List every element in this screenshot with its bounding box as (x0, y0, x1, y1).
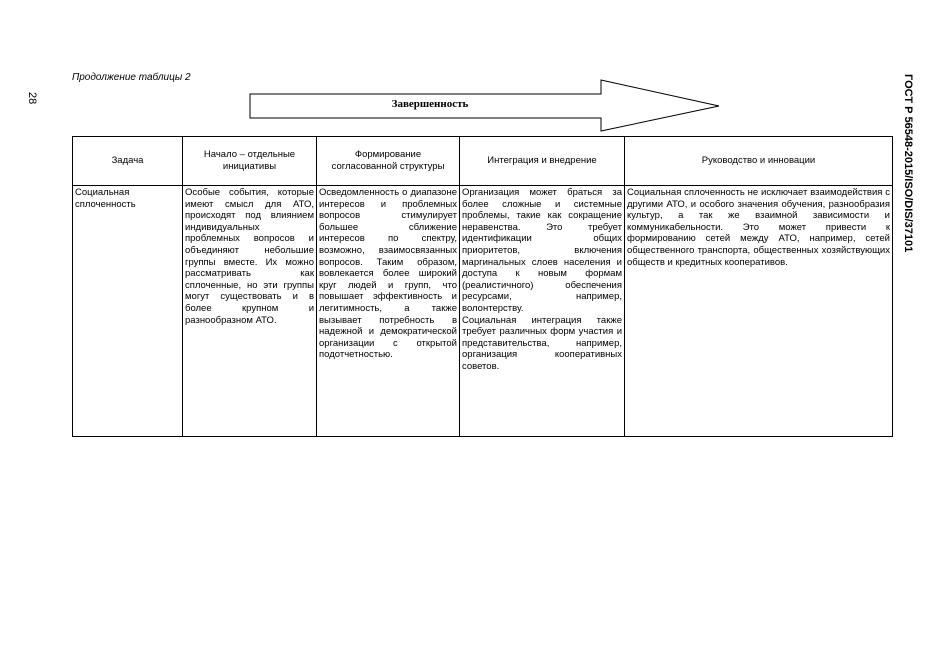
integration-paragraph-1: Организация может браться за более сложные и системные проблемы, такие как сокращение неравенства. Это требует идентификации общих приоритетов, включения маргинальных слоев населения и доступа к новым формам (реалистичного) обеспечения ресурсами, например, волонтерству. (462, 187, 622, 314)
cell-integration (460, 186, 625, 437)
table-row (73, 186, 893, 437)
page-number: 28 (26, 92, 38, 105)
table-header-row (73, 137, 893, 186)
header-integration: Интеграция и внедрение (460, 137, 625, 186)
cell-task: Социальная сплоченность (73, 186, 183, 437)
arrow-label: Завершенность (391, 98, 469, 110)
header-start: Начало – отдельные инициативы (183, 137, 317, 186)
header-leadership: Руководство и инновации (625, 137, 893, 186)
cell-start: Особые события, которые имеют смысл для АТО, происходят под влиянием индивидуальных проблемных вопросов и объединяют небольшие группы вместе. Их можно рассматривать как сплоченные, но эти группы могут существовать и в более крупном и разнообразном АТО. (183, 186, 317, 437)
cell-leadership: Социальная сплоченность не исключает взаимодействия с другими АТО, и особого значения обучения, разнообразия культур, а так же взаимной зависимости и коммуникабельности. Это может привести к формированию сетей между АТО, например, сетей общественного транспорта, общественных хозяйствующих обществ и кредитных кооперативов. (625, 186, 893, 437)
header-task: Задача (73, 137, 183, 186)
maturity-table (72, 136, 893, 437)
header-structure: Формирование согласованной структуры (317, 137, 460, 186)
table-caption: Продолжение таблицы 2 (72, 72, 191, 83)
cell-structure: Осведомленность о диапазоне интересов и проблемных вопросов стимулирует большее сближение интересов по спектру, возможно, взаимосвязанных вопросов. Таким образом, вовлекается более широкий круг людей и групп, что повышает эффективность и легитимность, а также вызывает потребность в надежной и демократической организации с открытой подотчетностью. (317, 186, 460, 437)
integration-paragraph-2: Социальная интеграция также требует различных форм участия и представительства, например, организация кооперативных советов. (462, 314, 622, 372)
standard-code: ГОСТ Р 56548-2015/ISO/DIS/37101 (902, 74, 914, 253)
